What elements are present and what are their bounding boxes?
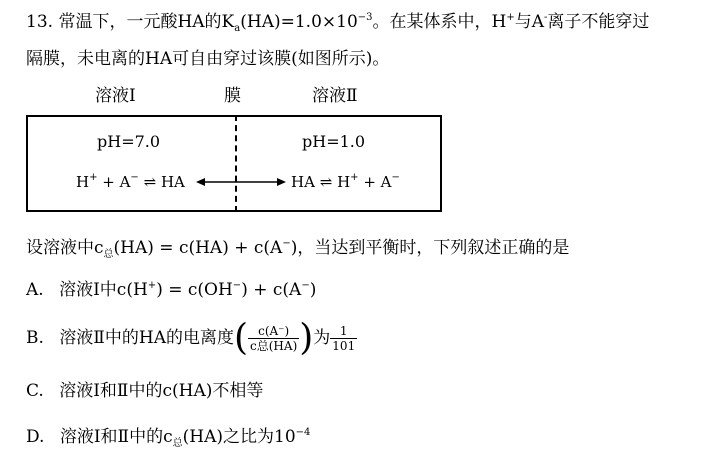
question-number: 13. xyxy=(26,12,54,32)
option-d[interactable]: D. 溶液Ⅰ和Ⅱ中的$c_总(HA)$之比为$10^{-4}$ xyxy=(26,427,311,449)
option-a-label: A. xyxy=(26,280,44,300)
label-membrane: 膜 xyxy=(224,86,241,106)
option-c-label: C. xyxy=(26,381,44,401)
diffusion-double-arrow-icon xyxy=(196,176,286,188)
left-equilibrium: H+ + A− ⇌ HA xyxy=(76,172,185,191)
option-d-label: D. xyxy=(26,427,45,447)
label-solution-2: 溶液Ⅱ xyxy=(312,86,358,106)
equilibrium-arrow-icon: ⇌ xyxy=(143,173,157,191)
option-b[interactable]: B. 溶液Ⅱ中的HA的电离度( $\frac{c(A^-)}{\text{c总(HA)}}$ )为 $\frac{1}{101}$ xyxy=(26,317,356,359)
option-a[interactable]: A. 溶液Ⅰ中c(H+) = c(OH−) + c(A−) xyxy=(26,280,317,300)
question-line-1: 13. 常温下，一元酸HA的$K_a(HA)=1.0\times 10^{-3}$。在某体系中，H+与A-离子不能穿过 xyxy=(26,12,650,34)
label-solution-1: 溶液Ⅰ xyxy=(95,86,136,106)
right-ph: pH=1.0 xyxy=(302,132,366,151)
option-c[interactable]: C. 溶液Ⅰ和Ⅱ中的c(HA)不相等 xyxy=(26,381,264,401)
left-ph: pH=7.0 xyxy=(97,132,161,151)
membrane-dashed-line xyxy=(235,115,237,212)
question-stem: 设溶液中$c_总(HA) = c(HA) + c(A^-)$，当达到平衡时，下列叙述正确的是 xyxy=(26,238,570,260)
diagram-box xyxy=(26,115,442,212)
right-equilibrium: HA ⇌ H+ + A− xyxy=(291,172,400,191)
ionization-ratio-fraction: $\frac{c(A^-)}{\text{c总(HA)}}$ xyxy=(250,324,298,353)
equilibrium-arrow-icon: ⇌ xyxy=(319,173,333,191)
option-b-label: B. xyxy=(26,328,44,348)
value-fraction: $\frac{1}{101}$ xyxy=(332,324,356,353)
question-line-2: 隔膜，未电离的HA可自由穿过该膜(如图所示)。 xyxy=(26,49,390,69)
